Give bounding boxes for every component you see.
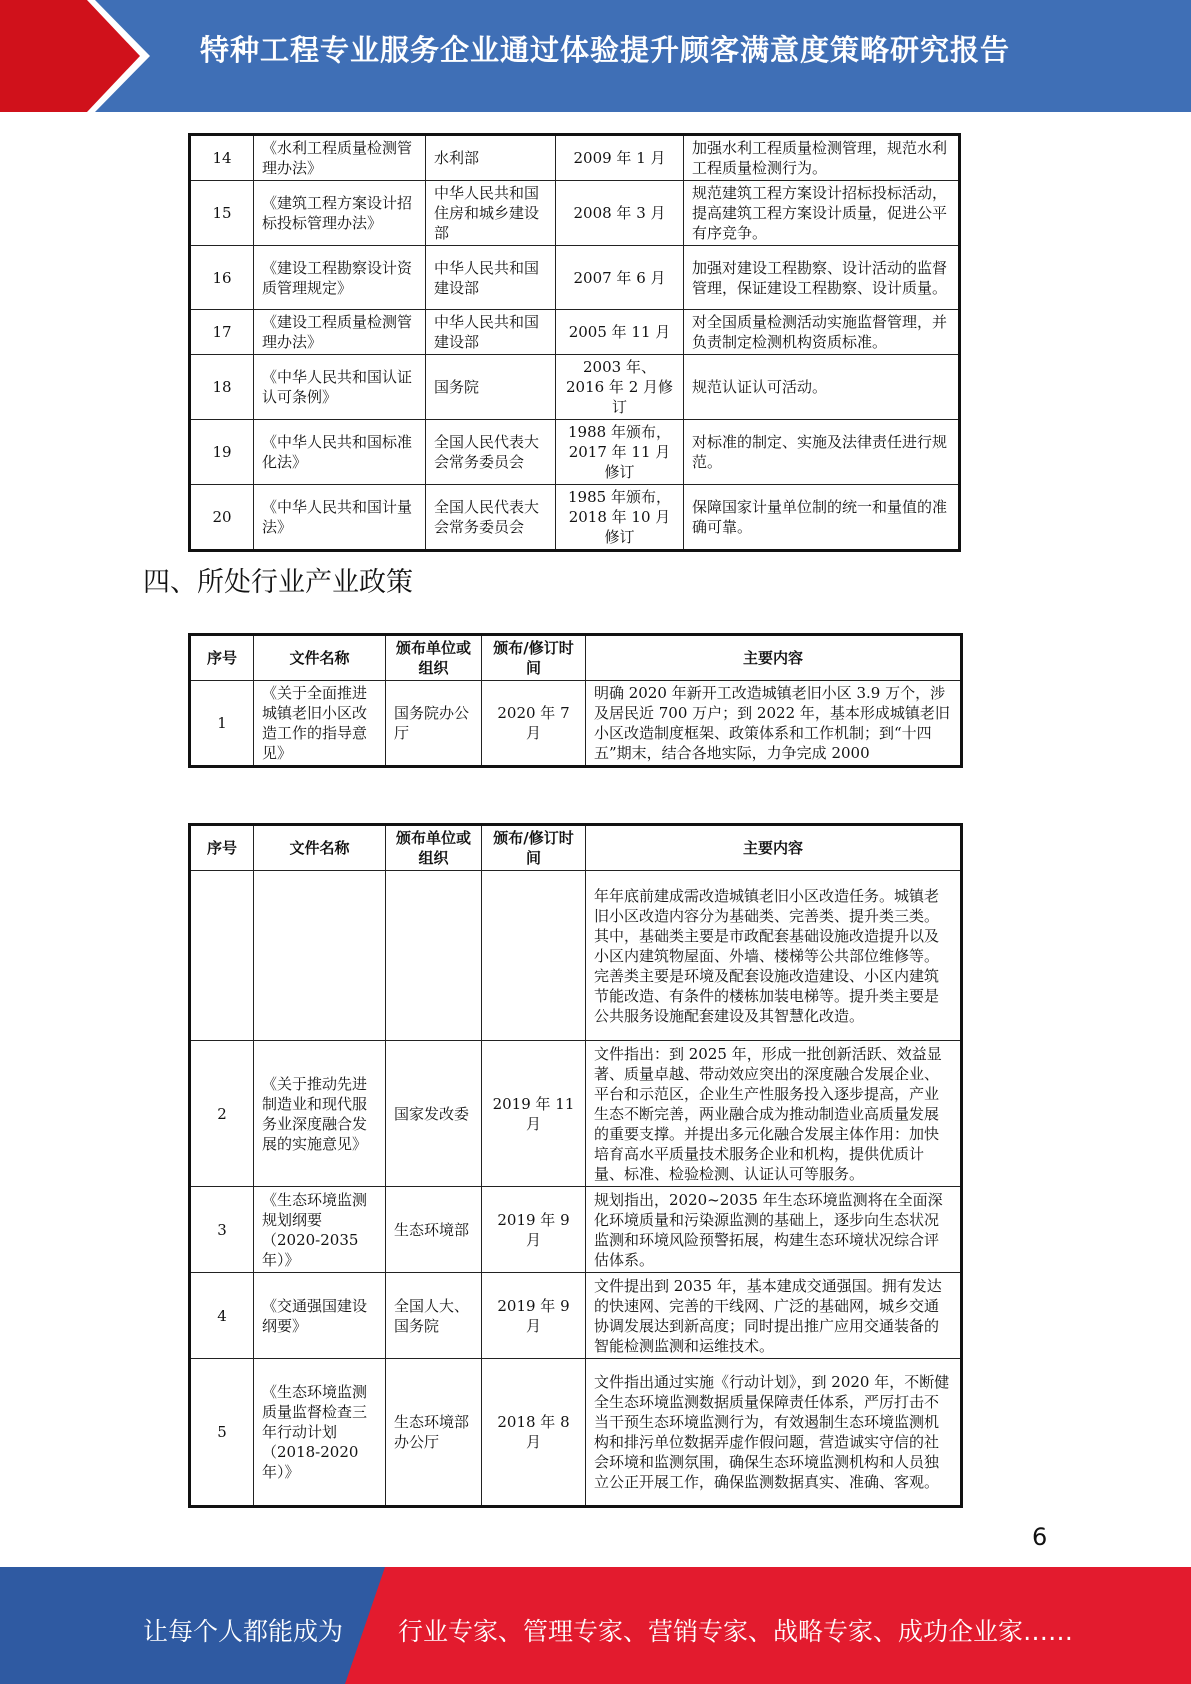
header-org: 颁布单位或组织 [386, 635, 482, 681]
main-content-cell: 规划指出，2020~2035 年生态环境监测将在全面深化环境质量和污染源监测的基础上，逐步向生态状况监测和环境风险预警拓展，构建生态环境状况综合评估体系。 [586, 1187, 962, 1273]
document-name-cell [254, 871, 386, 1041]
issuing-org-cell: 国务院 [426, 355, 556, 420]
header-name: 文件名称 [254, 635, 386, 681]
issue-date-cell: 2009 年 1 月 [556, 135, 684, 181]
table-header-row [190, 825, 962, 871]
document-name-cell: 《水利工程质量检测管理办法》 [254, 135, 426, 181]
row-number-cell: 16 [190, 246, 254, 310]
document-name-cell: 《生态环境监测质量监督检查三年行动计划（2018-2020 年）》 [254, 1359, 386, 1507]
issue-date-cell: 2020 年 7 月 [482, 681, 586, 767]
section-heading: 四、所处行业产业政策 [143, 567, 413, 598]
table-header-row [190, 635, 962, 681]
main-content-cell: 加强水利工程质量检测管理，规范水利工程质量检测行为。 [684, 135, 960, 181]
row-number-cell: 14 [190, 135, 254, 181]
issuing-org-cell: 中华人民共和国建设部 [426, 310, 556, 355]
main-content-cell: 规范建筑工程方案设计招标投标活动，提高建筑工程方案设计质量，促进公平有序竞争。 [684, 181, 960, 246]
document-name-cell: 《建筑工程方案设计招标投标管理办法》 [254, 181, 426, 246]
header-content: 主要内容 [586, 635, 962, 681]
row-number-cell: 20 [190, 485, 254, 551]
main-content-cell: 年年底前建成需改造城镇老旧小区改造任务。城镇老旧小区改造内容分为基础类、完善类、提升类三类。其中，基础类主要是市政配套基础设施改造提升以及小区内建筑物屋面、外墙、楼梯等公共部位维修等。完善类主要是环境及配套设施改造建设、小区内建筑节能改造、有条件的楼栋加装电梯等。提升类主要是公共服务设施配套建设及其智慧化改造。 [586, 871, 962, 1041]
issuing-org-cell: 全国人民代表大会常务委员会 [426, 485, 556, 551]
main-content-cell: 加强对建设工程勘察、设计活动的监督管理，保证建设工程勘察、设计质量。 [684, 246, 960, 310]
header-no: 序号 [190, 825, 254, 871]
issue-date-cell: 2019 年 9 月 [482, 1187, 586, 1273]
table-row [190, 181, 960, 246]
main-content-cell: 规范认证认可活动。 [684, 355, 960, 420]
row-number-cell: 1 [190, 681, 254, 767]
issue-date-cell: 2008 年 3 月 [556, 181, 684, 246]
document-name-cell: 《关于推动先进制造业和现代服务业深度融合发展的实施意见》 [254, 1041, 386, 1187]
header-name: 文件名称 [254, 825, 386, 871]
header-org: 颁布单位或组织 [386, 825, 482, 871]
row-number-cell: 4 [190, 1273, 254, 1359]
table-row [190, 871, 962, 1041]
issue-date-cell: 1988 年颁布，2017 年 11 月修订 [556, 420, 684, 485]
issuing-org-cell: 水利部 [426, 135, 556, 181]
document-name-cell: 《交通强国建设纲要》 [254, 1273, 386, 1359]
footer-slogan-left: 让每个人都能成为 [143, 1617, 344, 1646]
row-number-cell: 19 [190, 420, 254, 485]
issue-date-cell: 2019 年 11 月 [482, 1041, 586, 1187]
issue-date-cell: 1985 年颁布，2018 年 10 月修订 [556, 485, 684, 551]
row-number-cell: 2 [190, 1041, 254, 1187]
report-title: 特种工程专业服务企业通过体验提升顾客满意度策略研究报告 [200, 33, 1011, 67]
document-name-cell: 《关于全面推进城镇老旧小区改造工作的指导意见》 [254, 681, 386, 767]
issuing-org-cell: 全国人民代表大会常务委员会 [426, 420, 556, 485]
document-name-cell: 《建设工程勘察设计资质管理规定》 [254, 246, 426, 310]
table-row [190, 246, 960, 310]
issuing-org-cell: 全国人大、国务院 [386, 1273, 482, 1359]
main-content-cell: 文件指出：到 2025 年，形成一批创新活跃、效益显著、质量卓越、带动效应突出的深度融合发展企业、平台和示范区，企业生产性服务投入逐步提高，产业生态不断完善，两业融合成为推动制造业高质量发展的重要支撑。并提出多元化融合发展主体作用：加快培育高水平质量技术服务企业和机构，提供优质计量、标准、检验检测、认证认可等服务。 [586, 1041, 962, 1187]
regulations-table-body [190, 135, 960, 551]
row-number-cell: 3 [190, 1187, 254, 1273]
page-header [0, 0, 1191, 112]
main-content-cell: 保障国家计量单位制的统一和量值的准确可靠。 [684, 485, 960, 551]
header-chevron-decoration [0, 0, 150, 112]
header-date: 颁布/修订时间 [482, 635, 586, 681]
issuing-org-cell: 国家发改委 [386, 1041, 482, 1187]
header-content: 主要内容 [586, 825, 962, 871]
row-number-cell: 17 [190, 310, 254, 355]
table-row [190, 135, 960, 181]
footer-slogan-right: 行业专家、管理专家、营销专家、战略专家、成功企业家…… [398, 1617, 1074, 1646]
issue-date-cell [482, 871, 586, 1041]
issuing-org-cell: 中华人民共和国住房和城乡建设部 [426, 181, 556, 246]
header-date: 颁布/修订时间 [482, 825, 586, 871]
table-row [190, 310, 960, 355]
document-name-cell: 《建设工程质量检测管理办法》 [254, 310, 426, 355]
issuing-org-cell: 生态环境部办公厅 [386, 1359, 482, 1507]
issue-date-cell: 2018 年 8 月 [482, 1359, 586, 1507]
document-name-cell: 《中华人民共和国标准化法》 [254, 420, 426, 485]
main-content-cell: 文件指出通过实施《行动计划》，到 2020 年，不断健全生态环境监测数据质量保障责任体系，严厉打击不当干预生态环境监测行为，有效遏制生态环境监测机构和排污单位数据弄虚作假问题，营造诚实守信的社会环境和监测氛围，确保生态环境监测机构和人员独立公正开展工作，确保监测数据真实、准确、客观。 [586, 1359, 962, 1507]
table-row [190, 681, 962, 767]
main-content-cell: 文件提出到 2035 年，基本建成交通强国。拥有发达的快速网、完善的干线网、广泛的基础网，城乡交通协调发展达到新高度；同时提出推广应用交通装备的智能检测监测和运维技术。 [586, 1273, 962, 1359]
row-number-cell: 15 [190, 181, 254, 246]
issue-date-cell: 2003 年、2016 年 2 月修订 [556, 355, 684, 420]
table-row [190, 355, 960, 420]
row-number-cell: 5 [190, 1359, 254, 1507]
document-name-cell: 《生态环境监测规划纲要（2020-2035 年）》 [254, 1187, 386, 1273]
main-content-cell: 对标准的制定、实施及法律责任进行规范。 [684, 420, 960, 485]
issue-date-cell: 2019 年 9 月 [482, 1273, 586, 1359]
issuing-org-cell: 国务院办公厅 [386, 681, 482, 767]
industry-policy-table-2 [188, 823, 963, 1508]
table-row [190, 1187, 962, 1273]
table-row [190, 1041, 962, 1187]
issuing-org-cell: 中华人民共和国建设部 [426, 246, 556, 310]
page-number: 6 [1032, 1523, 1048, 1551]
row-number-cell [190, 871, 254, 1041]
policy-table-1-body [190, 681, 962, 767]
table-row [190, 420, 960, 485]
issue-date-cell: 2007 年 6 月 [556, 246, 684, 310]
industry-policy-table-1 [188, 633, 963, 768]
table-row [190, 485, 960, 551]
header-no: 序号 [190, 635, 254, 681]
document-name-cell: 《中华人民共和国计量法》 [254, 485, 426, 551]
main-content-cell: 对全国质量检测活动实施监督管理，并负责制定检测机构资质标准。 [684, 310, 960, 355]
document-name-cell: 《中华人民共和国认证认可条例》 [254, 355, 426, 420]
issue-date-cell: 2005 年 11 月 [556, 310, 684, 355]
main-content-cell: 明确 2020 年新开工改造城镇老旧小区 3.9 万个，涉及居民近 700 万户；到 2022 年，基本形成城镇老旧小区改造制度框架、政策体系和工作机制；到“十四五”期末，结合各地实际，力争完成 2000 [586, 681, 962, 767]
issuing-org-cell [386, 871, 482, 1041]
table-row [190, 1359, 962, 1507]
table-row [190, 1273, 962, 1359]
regulations-table [188, 133, 961, 552]
policy-table-2-body [190, 871, 962, 1507]
row-number-cell: 18 [190, 355, 254, 420]
issuing-org-cell: 生态环境部 [386, 1187, 482, 1273]
